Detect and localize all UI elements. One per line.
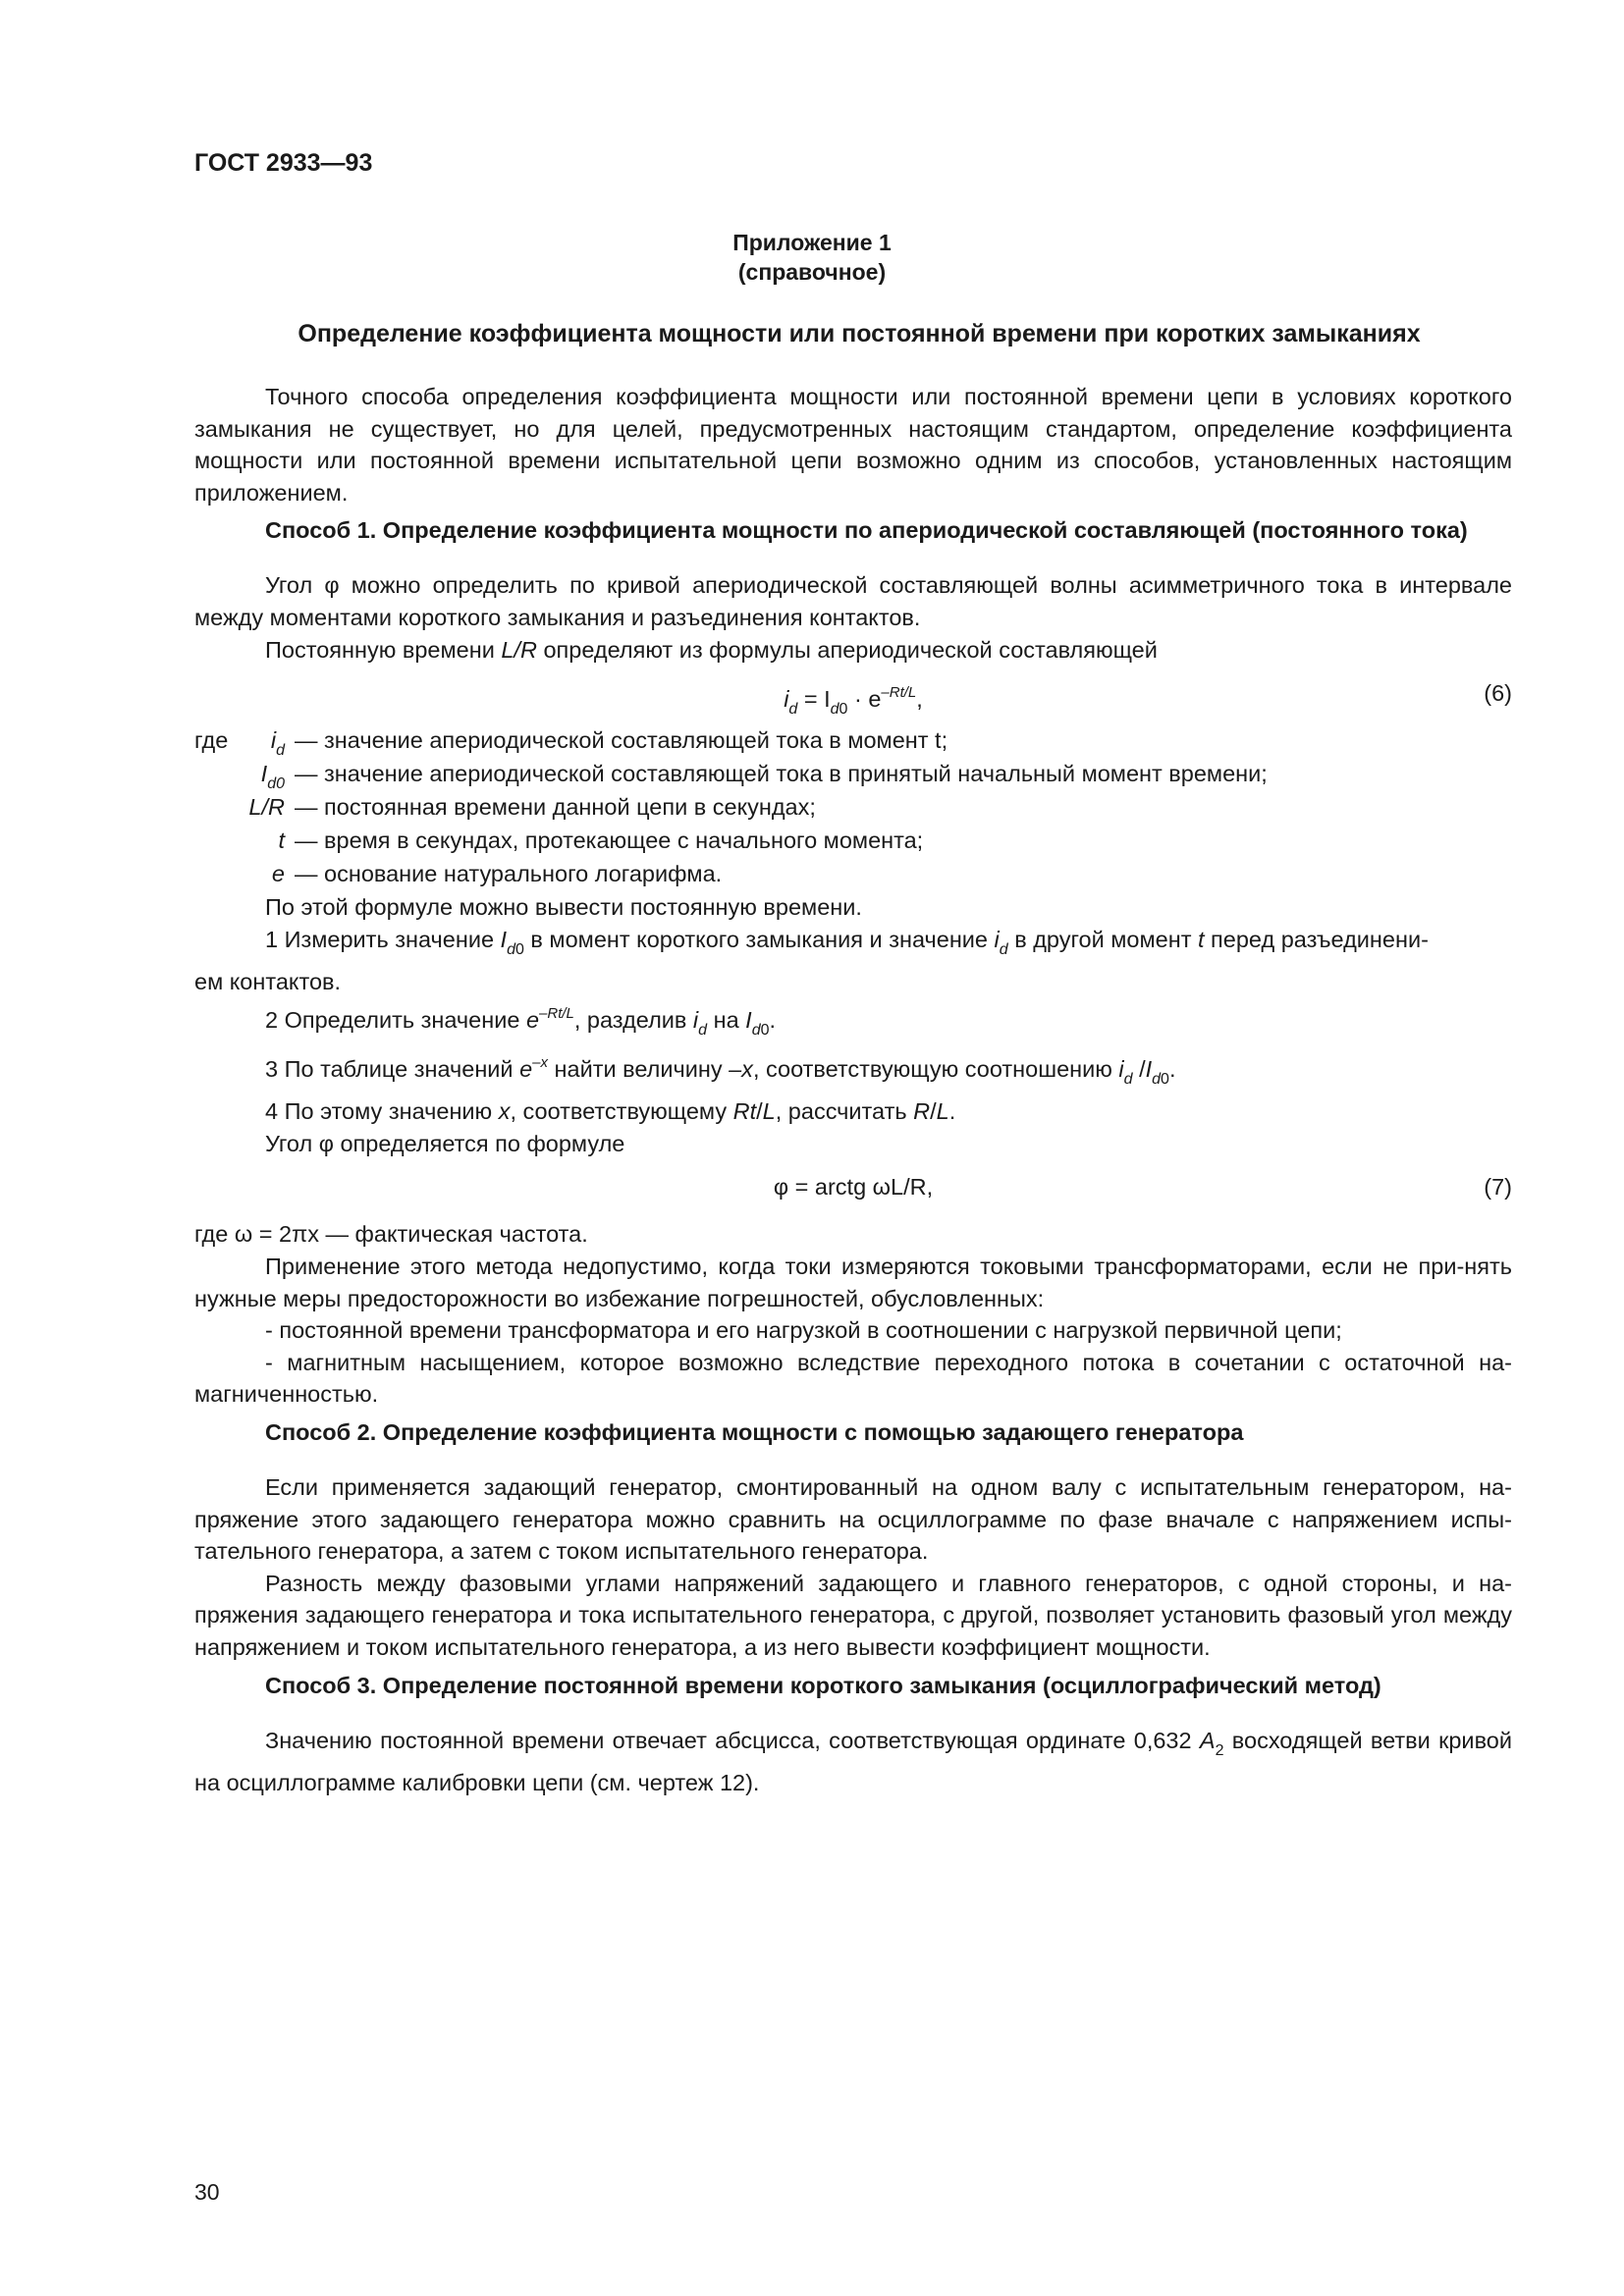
- page-number: 30: [194, 2179, 220, 2205]
- angle-formula-intro: Угол φ определяется по формуле: [265, 1130, 625, 1156]
- appendix-type: (справочное): [737, 259, 887, 285]
- formula-6-expression: $i_d = I_{d0} \cdot e^{-Rt/L}$,: [784, 684, 923, 719]
- method3-paragraph-1: Значению постоянной времени отвечает абсцисса, соответствующая ординате 0,632 $A_2$ восходящей ветви кривой на осциллограмме калибровки цепи (см. чертеж 12).: [194, 1727, 1512, 1796]
- method1-paragraph-2: Постоянную времени L/R определяют из формулы апериодической составляющей: [265, 636, 1158, 663]
- formula-7: [194, 1159, 1512, 1218]
- intro-paragraph: Точного способа определения коэффициента мощности или постоянной времени цепи в условиях короткого замыкания не существует, но для целей, предусмотренных настоящим стандартом, определение коэффициента мощности или постоянной времени испытательной цепи возможно одним из способов, установленных настоящим приложением.: [194, 384, 1512, 506]
- method2-paragraph-1: Если применяется задающий генератор, смонтированный на одном валу с испытательным генератором, на-пряжение этого задающего генератора можно сравнить на осциллограмме по фазе вначале с напряжением испы-тательного генератора, а затем с током испытательного генератора.: [194, 1474, 1512, 1565]
- appendix-body: [194, 381, 1512, 1799]
- method2-heading: Способ 2. Определение коэффициента мощности с помощью задающего генератора: [265, 1418, 1244, 1445]
- appendix-label: Приложение 1: [732, 230, 892, 255]
- legend-row: $I_{d0}$ — значение апериодической составляющей тока в принятый начальный момент времени;: [260, 761, 1268, 793]
- legend-row: e — основание натурального логарифма.: [271, 861, 723, 887]
- formula-7-expression: φ = arctg ωL/R,: [773, 1174, 934, 1201]
- formula-7-number: (7): [1484, 1174, 1512, 1201]
- after-legend-text: По этой формуле можно вывести постоянную времени.: [265, 894, 862, 921]
- step-2: 2 Определить значение $e^{-Rt/L}$, разделив $i_d$ на $I_{d0}$.: [265, 1005, 777, 1040]
- step-3: 3 По таблице значений $e^{-x}$ найти величину –x, соответствующую соотношению $i_d$ $/I_{d0}$.: [265, 1053, 1176, 1088]
- formula-6: [194, 666, 1512, 724]
- appendix-title: Определение коэффициента мощности или постоянной времени при коротких замыканиях: [298, 320, 1421, 347]
- step-1: 1 Измерить значение $I_{d0}$ в момент короткого замыкания и значение $i_d$ в другой момент t перед разъединени-: [265, 926, 1429, 958]
- legend-row: L/R — постоянная времени данной цепи в секундах;: [248, 794, 816, 821]
- legend-row: t — время в секундах, протекающее с начального момента;: [278, 828, 924, 854]
- standard-number: ГОСТ 2933—93: [194, 149, 373, 177]
- bullet-1: - постоянной времени трансформатора и его нагрузкой в соотношении с нагрузкой первичной цепи;: [265, 1317, 1342, 1344]
- omega-definition: где ω = 2πx — фактическая частота.: [194, 1221, 588, 1248]
- formula-6-legend: [194, 724, 1512, 891]
- bullet-2: - магнитным насыщением, которое возможно вследствие переходного потока в сочетании с остаточной на-магниченностью.: [194, 1349, 1512, 1408]
- step-1-continuation: ем контактов.: [194, 969, 342, 995]
- formula-6-number: (6): [1484, 680, 1512, 707]
- legend-row: где $i_d$ — значение апериодической составляющей тока в момент t;: [194, 727, 948, 760]
- method1-heading: Способ 1. Определение коэффициента мощности по апериодической составляющей (постоянного тока): [265, 517, 1468, 544]
- method2-paragraph-2: Разность между фазовыми углами напряжений задающего и главного генераторов, с одной стороны, и на-пряжения задающего генератора и тока испытательного генератора, с другой, позволяет установить фазовый угол между напряжением и током испытательного генератора, а из него вывести коэффициент мощности.: [194, 1570, 1512, 1661]
- step-4: 4 По этому значению x, соответствующему Rt/L, рассчитать R/L.: [265, 1098, 956, 1125]
- method3-heading: Способ 3. Определение постоянной времени короткого замыкания (осциллографический метод): [265, 1672, 1381, 1698]
- method1-paragraph-1: Угол φ можно определить по кривой апериодической составляющей волны асимметричного тока в интервале между моментами короткого замыкания и разъединения контактов.: [194, 572, 1512, 631]
- method1-application-note: Применение этого метода недопустимо, когда токи измеряются токовыми трансформаторами, если не при-нять нужные меры предосторожности во избежание погрешностей, обусловленных:: [194, 1254, 1512, 1311]
- appendix-heading: [0, 228, 1624, 287]
